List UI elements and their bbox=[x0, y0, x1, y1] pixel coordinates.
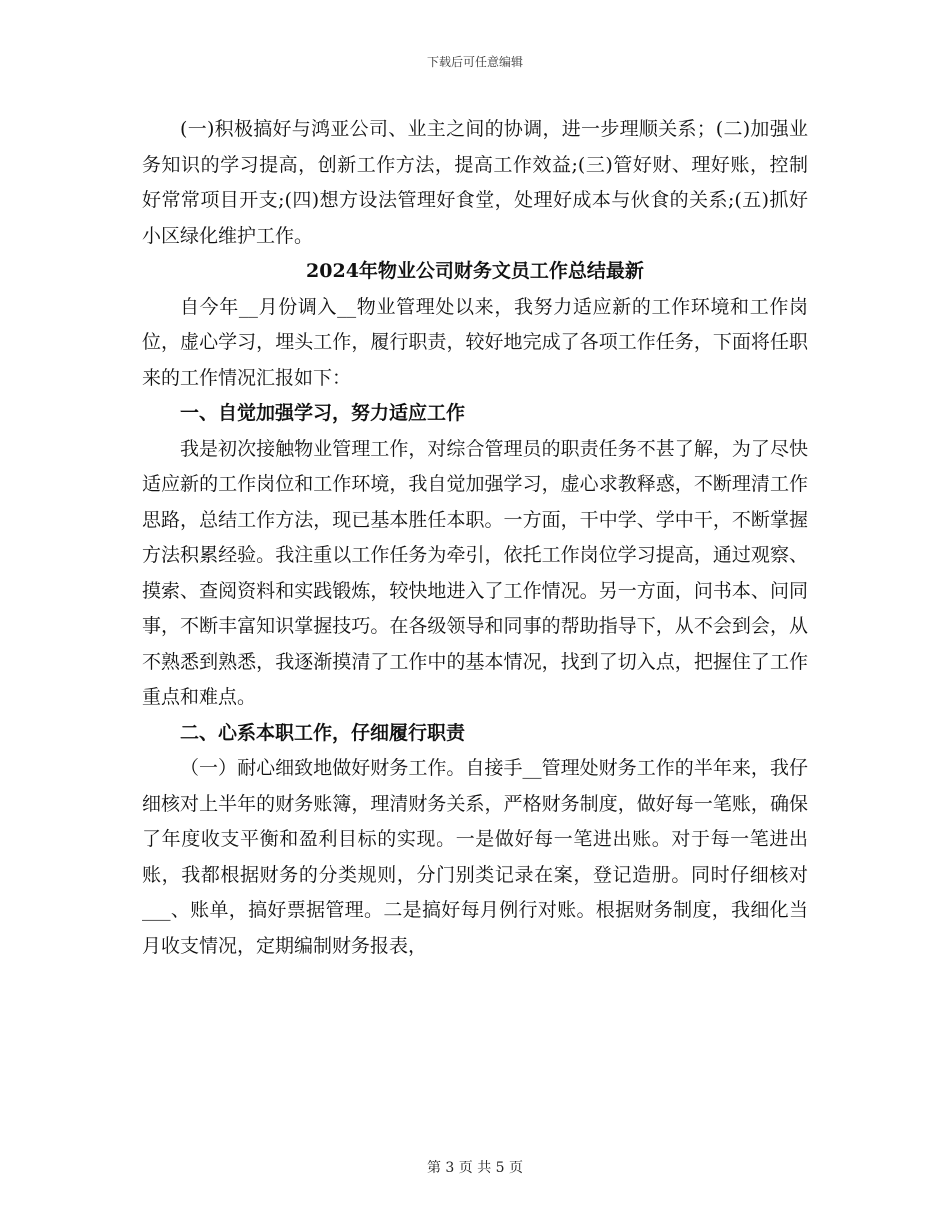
section-paragraph-duties: （一）耐心细致地做好财务工作。自接手__管理处财务工作的半年来，我仔细核对上半年的财务账簿，理清财务关系，严格财务制度，做好每一笔账，确保了年度收支平衡和盈利目标的实现。一是做好每一笔进出账。对于每一笔进出账，我都根据财务的分类规则，分门别类记录在案，登记造册。同时仔细核对___、账单，搞好票据管理。二是搞好每月例行对账。根据财务制度，我细化当月收支情况，定期编制财务报表， bbox=[142, 757, 808, 957]
document-title: 2024年物业公司财务文员工作总结最新 bbox=[306, 260, 644, 282]
intro-paragraph: (一)积极搞好与鸿亚公司、业主之间的协调，进一步理顺关系；(二)加强业务知识的学习提高，创新工作方法，提高工作效益;(三)管好财、理好账，控制好常常项目开支;(四)想方设法管理好食堂，处理好成本与伙食的关系;(五)抓好小区绿化维护工作。 bbox=[142, 118, 808, 247]
page-header: 下载后可任意编辑 bbox=[426, 55, 523, 69]
page-number: 第 3 页 共 5 页 bbox=[426, 1160, 524, 1176]
section-paragraph-study: 我是初次接触物业管理工作，对综合管理员的职责任务不甚了解，为了尽快适应新的工作岗位和工作环境，我自觉加强学习，虚心求教释惑，不断理清工作思路，总结工作方法，现已基本胜任本职。一方面，干中学、学中干，不断掌握方法积累经验。我注重以工作任务为牵引，依托工作岗位学习提高，通过观察、摸索、查阅资料和实践锻炼，较快地进入了工作情况。另一方面，问书本、问同事，不断丰富知识掌握技巧。在各级领导和同事的帮助指导下，从不会到会，从不熟悉到熟悉，我逐渐摸清了工作中的基本情况，找到了切入点，把握住了工作重点和难点。 bbox=[142, 437, 808, 708]
opening-paragraph: 自今年__月份调入__物业管理处以来，我努力适应新的工作环境和工作岗位，虚心学习，埋头工作，履行职责，较好地完成了各项工作任务，下面将任职来的工作情况汇报如下： bbox=[142, 295, 808, 389]
section-heading-duties: 二、心系本职工作，仔细履行职责 bbox=[180, 721, 466, 744]
document-body bbox=[142, 112, 808, 964]
section-heading-study: 一、自觉加强学习，努力适应工作 bbox=[180, 402, 466, 424]
